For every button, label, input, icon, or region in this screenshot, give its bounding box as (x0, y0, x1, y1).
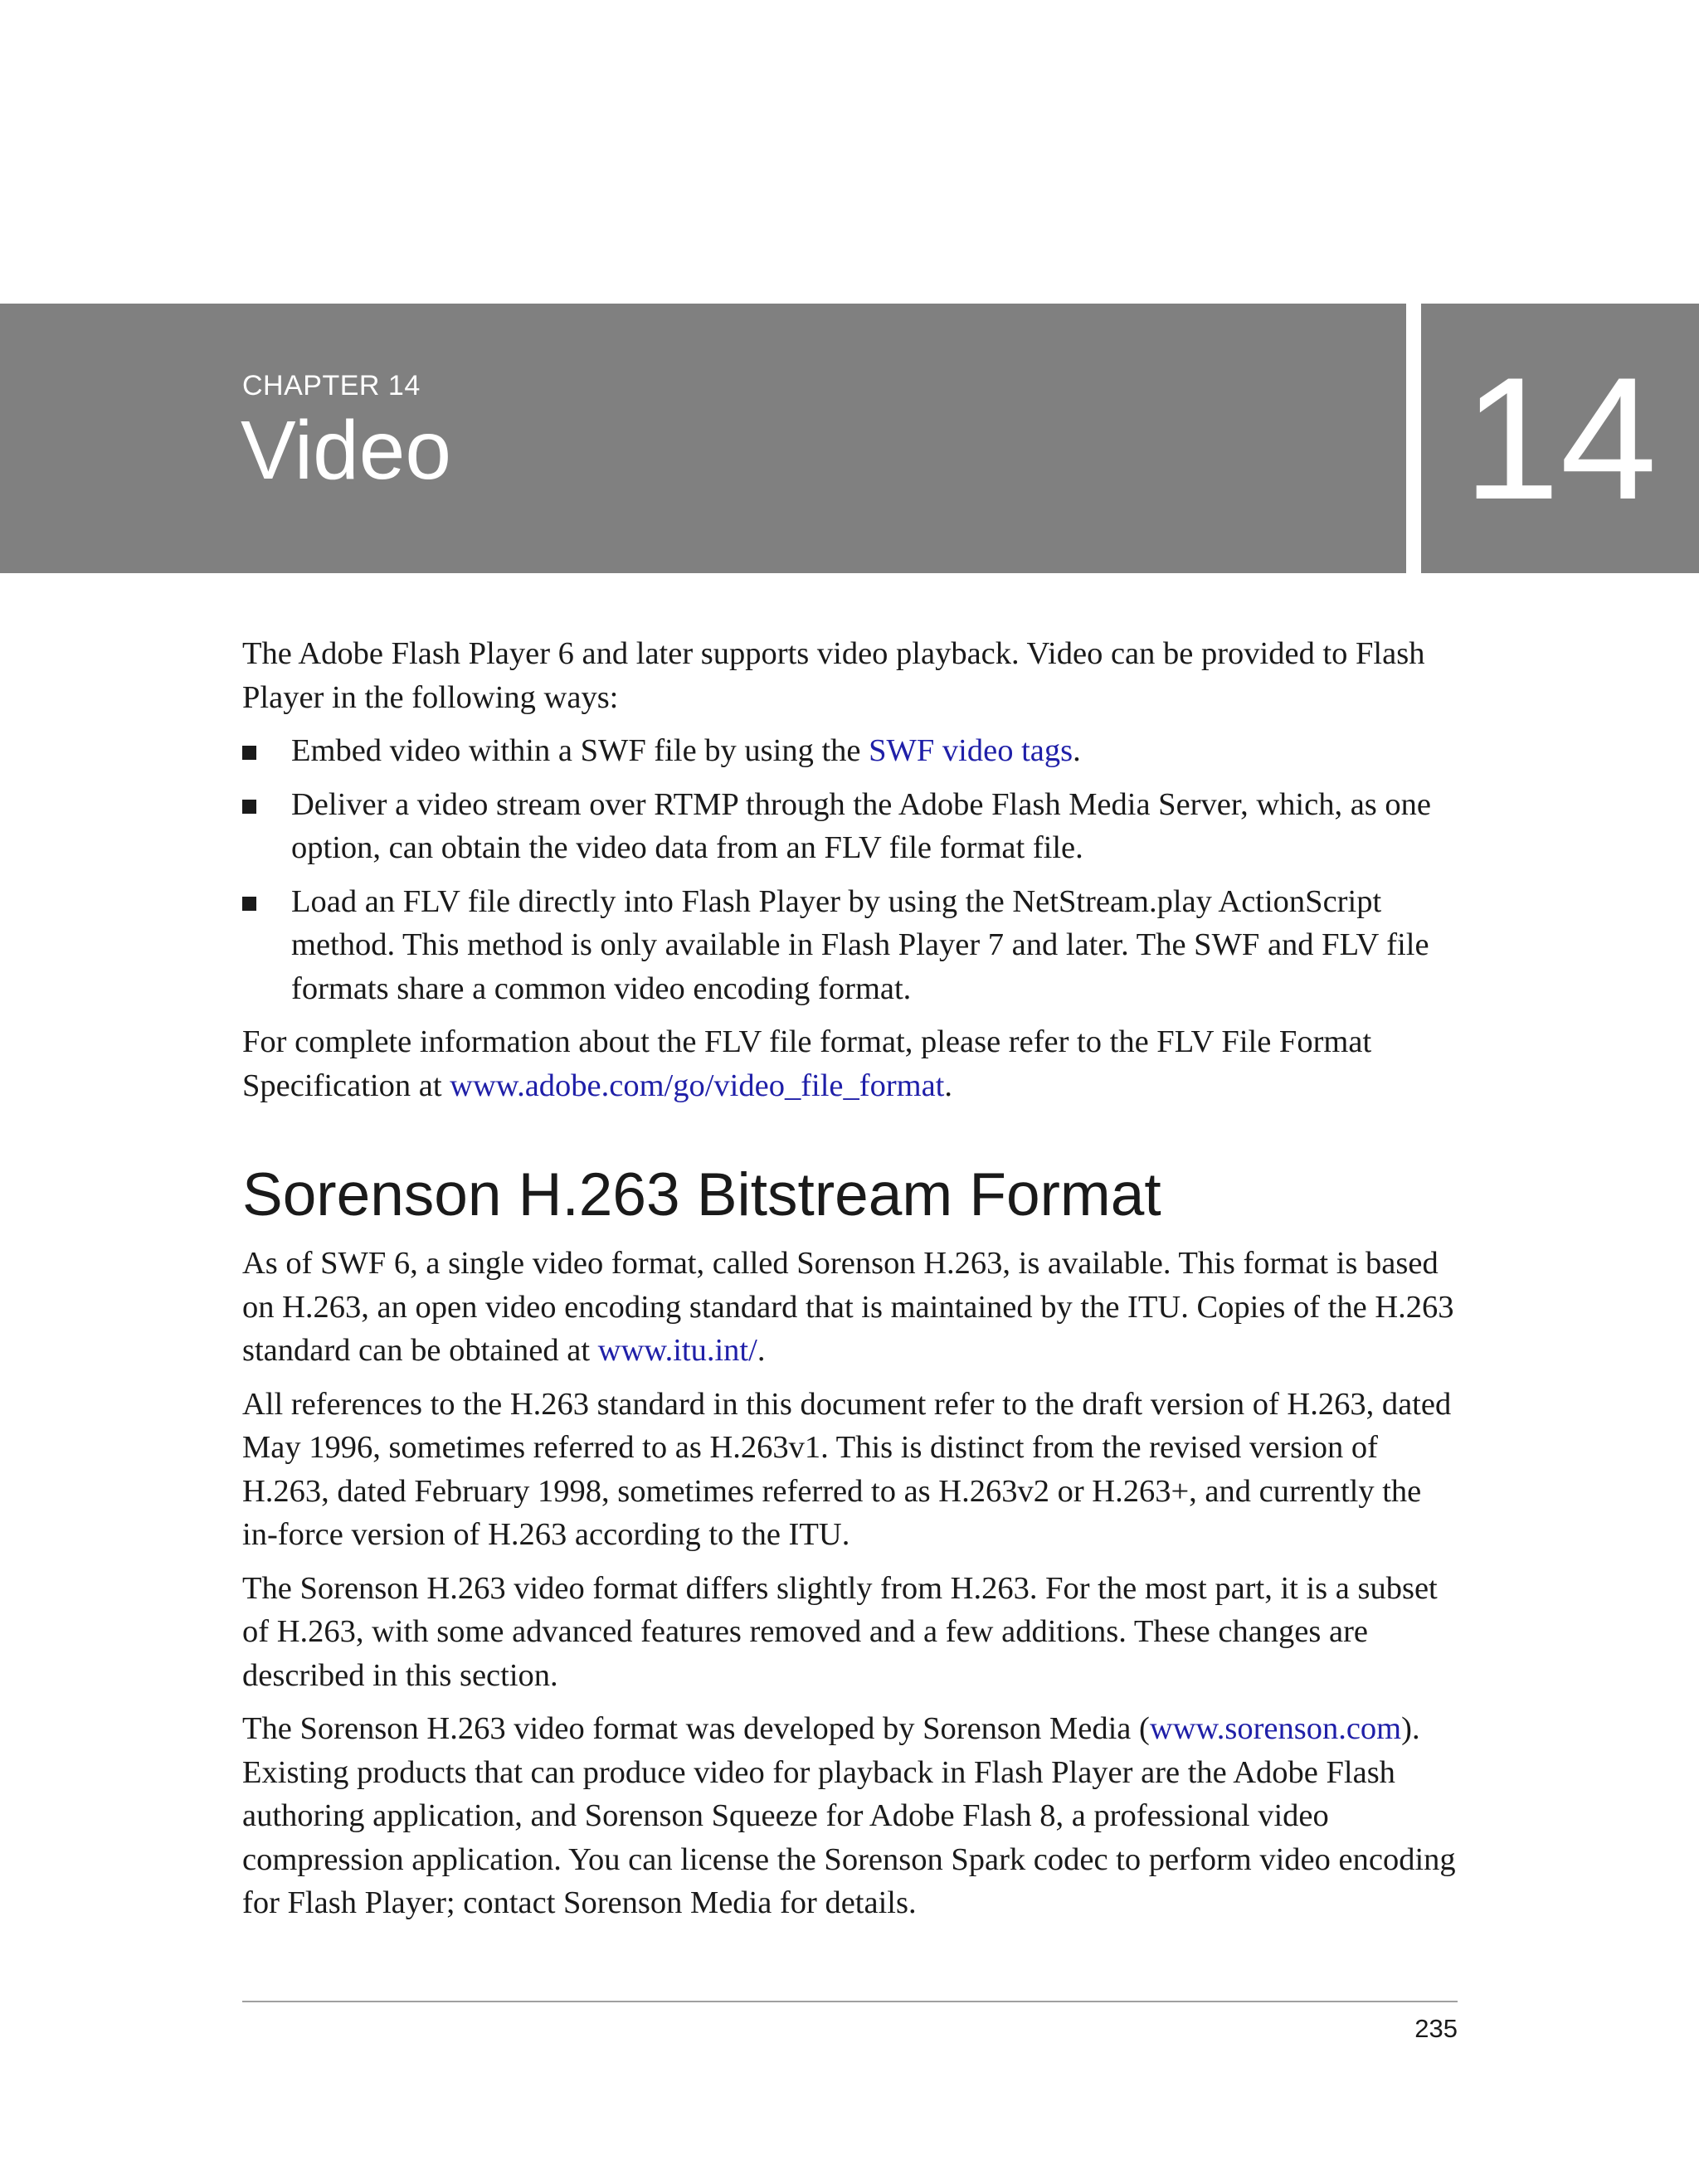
list-item (242, 783, 1462, 870)
paragraph-text: As of SWF 6, a single video format, called Sorenson H.263, is available. This format is based on H.263, an open video encoding standard that is maintained by the ITU. Copies of the H.263 standard can be obtained at (242, 1246, 1454, 1368)
paragraph-text-end: . (757, 1333, 766, 1368)
chapter-label: CHAPTER 14 (242, 370, 421, 401)
page-content (242, 632, 1462, 1935)
chapter-banner (0, 304, 1699, 573)
sorenson-link[interactable]: www.sorenson.com (1149, 1711, 1402, 1746)
square-bullet-icon (242, 746, 256, 760)
list-item (242, 880, 1462, 1011)
flv-reference-paragraph (242, 1020, 1462, 1107)
paragraph-text: The Sorenson H.263 video format was developed by Sorenson Media ( (242, 1711, 1150, 1746)
intro-paragraph: The Adobe Flash Player 6 and later supports video playback. Video can be provided to Flash Player in the following ways: (242, 636, 1425, 715)
section-paragraph-1 (242, 1242, 1462, 1373)
square-bullet-icon (242, 800, 256, 814)
chapter-number: 14 (1463, 341, 1658, 536)
list-item (242, 729, 1462, 773)
swf-video-tags-link[interactable]: SWF video tags (869, 733, 1073, 768)
delivery-methods-list (242, 729, 1462, 1010)
adobe-video-file-format-link[interactable]: www.adobe.com/go/video_file_format (450, 1068, 945, 1103)
section-paragraph-3: The Sorenson H.263 video format differs slightly from H.263. For the most part, it is a subset of H.263, with some advanced features removed and a few additions. These changes are described in this section. (242, 1570, 1438, 1693)
section-paragraph-4 (242, 1707, 1462, 1925)
reference-text-end: . (944, 1068, 953, 1103)
section-paragraph-2: All references to the H.263 standard in this document refer to the draft version of H.263, dated May 1996, sometimes referred to as H.263v1. This is distinct from the revised version of H.263, dated February 1998, sometimes referred to as H.263v2 or H.263+, and currently the in-force version of H.263 according to the ITU. (242, 1386, 1452, 1552)
page-number: 235 (1414, 2014, 1458, 2043)
list-item-text: Load an FLV file directly into Flash Player by using the NetStream.play ActionScript method. This method is only available in Flash Player 7 and later. The SWF and FLV file formats share a common video encoding format. (291, 883, 1429, 1006)
banner-divider (1406, 304, 1421, 573)
list-item-text-end: . (1073, 733, 1081, 768)
paragraph-text-end: ). Existing products that can produce video for playback in Flash Player are the Adobe Flash authoring application, and Sorenson Squeeze for Adobe Flash 8, a professional video compression application. You can license the Sorenson Spark codec to perform video encoding for Flash Player; contact Sorenson Media for details. (242, 1711, 1456, 1920)
reference-text: For complete information about the FLV file format, please refer to the FLV File Format Specification at (242, 1024, 1372, 1103)
list-item-text: Deliver a video stream over RTMP through the Adobe Flash Media Server, which, as one option, can obtain the video data from an FLV file format file. (291, 786, 1431, 865)
square-bullet-icon (242, 897, 256, 911)
itu-link[interactable]: www.itu.int/ (597, 1333, 757, 1368)
section-heading: Sorenson H.263 Bitstream Format (242, 1161, 1161, 1228)
chapter-title: Video (241, 404, 451, 497)
list-item-text: Embed video within a SWF file by using the (291, 733, 869, 768)
footer-rule (242, 2001, 1458, 2002)
